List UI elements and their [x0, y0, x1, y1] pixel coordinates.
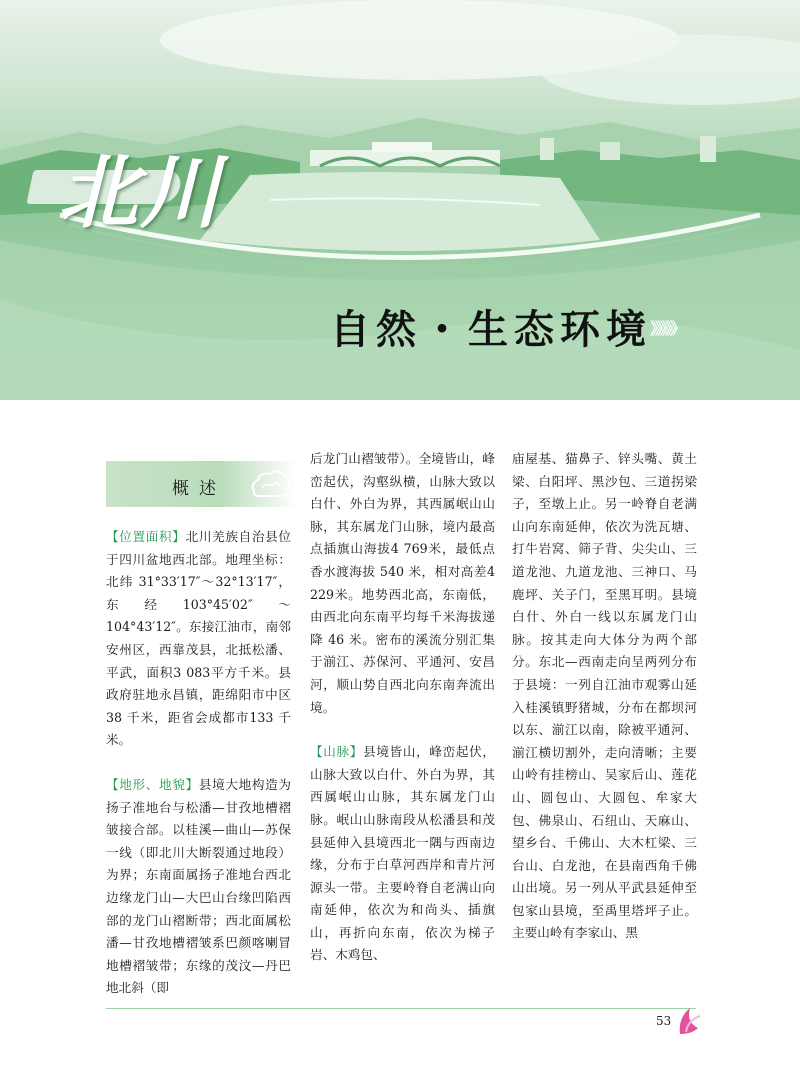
column-2 — [310, 448, 495, 967]
text-terrain: 县境大地构造为扬子准地台与松潘—甘孜地槽褶皱接合部。以桂溪—曲山—苏保一线（即北川大断裂通过地段）为界；东南面属扬子准地台西北边缘龙门山—大巴山台缘凹陷西部的龙门山褶断带；西北面属松潘—甘孜地槽褶皱系巴颜喀喇冒地槽褶皱带；东缘的茂汶—丹巴地北斜（即 — [106, 776, 292, 996]
paragraph-terrain — [106, 774, 291, 1000]
column-3 — [512, 448, 697, 945]
section-title: 自然・生态环境 — [330, 306, 652, 353]
paragraph-mountains — [310, 741, 495, 967]
footer-rule — [106, 1008, 696, 1009]
chevron-arrows-icon: 》》》》》 — [650, 319, 684, 338]
cloud-ornament-icon — [248, 466, 292, 502]
column-1 — [106, 526, 291, 1000]
tag-terrain: 【地形、地貌】 — [106, 776, 199, 792]
text-location: 北川羌族自治县位于四川盆地西北部。地理坐标：北纬 31°33′17″～32°13′17″，东经103°45′02″～104°43′12″。东接江油市，南邻安州区，西靠茂县，北抵松潘、平武，面积3 083平方千米。县政府驻地永昌镇，距绵阳市中区 38 千米，距省会成都市133 千米。 — [106, 529, 292, 748]
overview-title: 概述 — [172, 479, 226, 499]
tag-mountains: 【山脉】 — [310, 744, 364, 760]
place-char-2: 川 — [140, 146, 224, 239]
text-mountains-cont: 庙屋基、猫鼻子、锌头嘴、黄土梁、白阳坪、黑沙包、三道拐梁子，至墩上止。另一岭脊自老满山向东南延伸，依次为洗瓦塘、打牛岩窝、筛子背、尖尖山、三道龙池、九道龙池、三神口、马鹿坪、关子门，至黑耳明。县境白什、外白一线以东属龙门山脉。按其走向大体分为两个部分。东北—西南走向呈两列分布于县境：一列自江油市观雾山延入桂溪镇野猪城，分布在都坝河以东、湔江以南，除被平通河、湔江横切割外，走向清晰；主要山岭有挂榜山、吴家后山、莲花山、圆包山、大圆包、牟家大包、佛泉山、石纽山、天麻山、望乡台、千佛山、大木杠梁、三台山、白龙池，在县南西角千佛山出境。另一列从平武县延伸至包家山县境，至禹里塔坪子止。主要山岭有李家山、黑 — [512, 451, 697, 941]
place-char-1: 北 — [58, 146, 142, 239]
text-mountains: 县境皆山，峰峦起伏，山脉大致以白什、外白为界，其西属岷山山脉，其东属龙门山脉。岷山山脉南段从松潘县和茂县延伸入县境西北一隅与西南边缘，分布于白草河西岸和青片河源头一带。主要岭脊自老满山向南延伸，依次为和尚头、插旗山，再折向东南，依次为梯子岩、木鸡包、 — [310, 744, 496, 963]
page-number: 53 — [656, 1014, 672, 1028]
text-terrain-cont: 后龙门山褶皱带）。全境皆山，峰峦起伏，沟壑纵横，山脉大致以白什、外白为界，其西属岷山山脉，其东属龙门山脉，境内最高点插旗山海拔4 769米，最低点香水渡海拔 540 米，相对高差4 229米。地势西北高，东南低，由西北向东南平均每千米海拔递降 46 米。密布的溪流分别汇集于湔江、苏保河、平通河、安昌河，顺山势自西北向东南奔流出境。 — [310, 451, 495, 715]
page-corner-ornament-icon — [676, 998, 706, 1038]
tag-location: 【位置面积】 — [106, 529, 186, 544]
paragraph-terrain-cont — [310, 448, 495, 719]
paragraph-location — [106, 526, 291, 752]
paragraph-mountains-cont — [512, 448, 697, 945]
banner-photo — [0, 0, 800, 400]
